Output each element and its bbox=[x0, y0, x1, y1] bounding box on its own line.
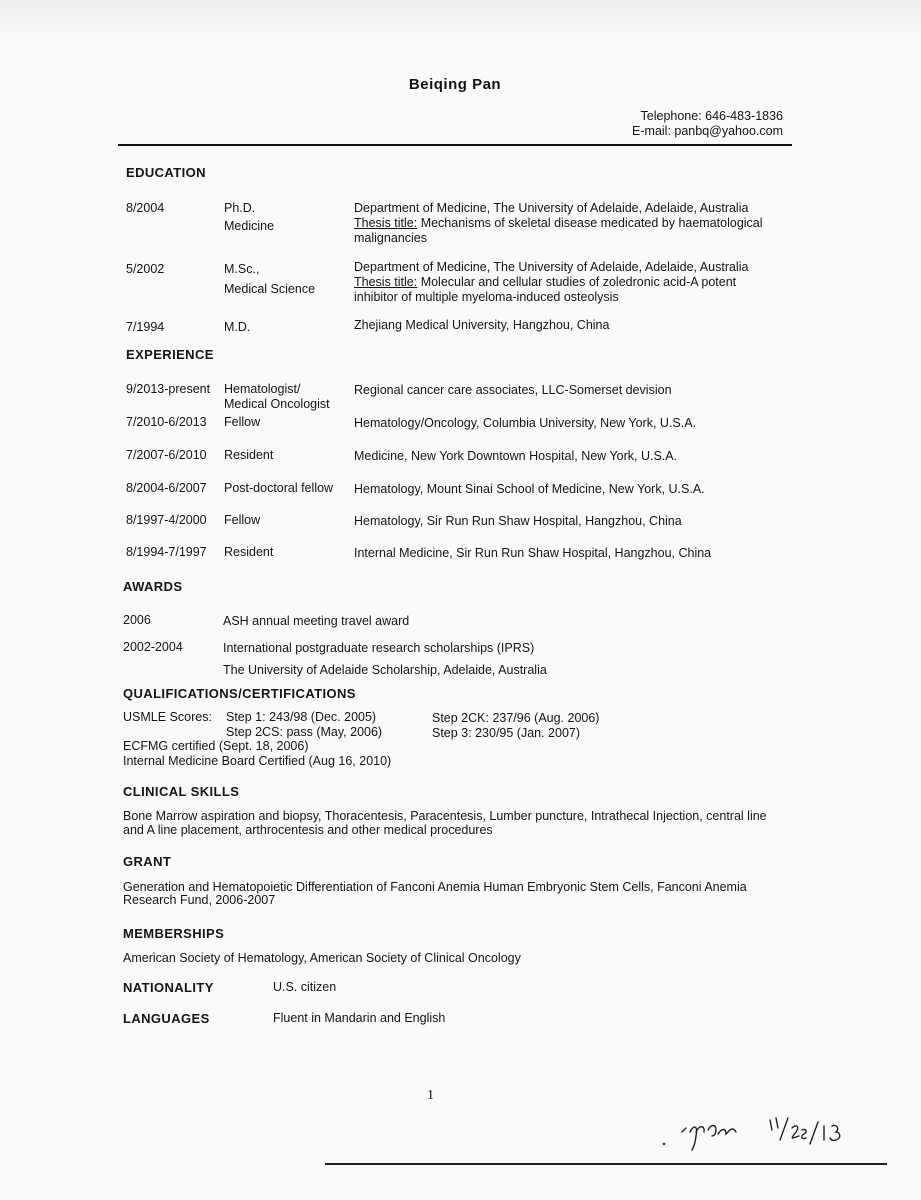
memberships-heading: MEMBERSHIPS bbox=[123, 926, 225, 941]
grant-text-cont: Research Fund, 2006-2007 bbox=[123, 893, 276, 907]
nationality-text: U.S. citizen bbox=[273, 980, 337, 994]
edu-thesis-cont: inhibitor of multiple myeloma-induced osteolysis bbox=[354, 290, 619, 304]
exp-role: Fellow bbox=[224, 513, 261, 527]
education-heading: EDUCATION bbox=[126, 165, 206, 180]
experience-heading: EXPERIENCE bbox=[126, 347, 214, 362]
thesis-text: Mechanisms of skeletal disease medicated by haematological bbox=[417, 216, 763, 230]
edu-institution: Zhejiang Medical University, Hangzhou, China bbox=[354, 318, 610, 332]
thesis-label: Thesis title: bbox=[354, 216, 418, 230]
exp-place: Internal Medicine, Sir Run Run Shaw Hospital, Hangzhou, China bbox=[354, 546, 712, 560]
thesis-text: Molecular and cellular studies of zoledronic acid-A potent bbox=[417, 275, 737, 289]
edu-degree: M.D. bbox=[224, 320, 251, 334]
usmle-step2cs: Step 2CS: pass (May, 2006) bbox=[226, 725, 383, 739]
handwritten-signature bbox=[660, 1108, 870, 1163]
memberships-text: American Society of Hematology, American Society of Clinical Oncology bbox=[123, 951, 521, 965]
exp-role: Hematologist/ bbox=[224, 382, 301, 396]
exp-place: Regional cancer care associates, LLC-Somerset devision bbox=[354, 383, 672, 397]
award-text: The University of Adelaide Scholarship, Adelaide, Australia bbox=[223, 663, 547, 677]
page-number: 1 bbox=[427, 1088, 434, 1103]
award-date: 2006 bbox=[123, 613, 151, 627]
board-cert: Internal Medicine Board Certified (Aug 16, 2010) bbox=[123, 754, 392, 768]
edu-date: 7/1994 bbox=[126, 320, 165, 334]
qualifications-heading: QUALIFICATIONS/CERTIFICATIONS bbox=[123, 686, 356, 701]
exp-date: 9/2013-present bbox=[126, 382, 211, 396]
scan-edge-shading bbox=[0, 0, 921, 40]
exp-place: Hematology, Sir Run Run Shaw Hospital, Hangzhou, China bbox=[354, 514, 682, 528]
exp-role: Fellow bbox=[224, 415, 261, 429]
exp-date: 7/2007-6/2010 bbox=[126, 448, 207, 462]
awards-heading: AWARDS bbox=[123, 579, 183, 594]
resume-name: Beiqing Pan bbox=[408, 76, 502, 93]
edu-institution: Department of Medicine, The University of Adelaide, Adelaide, Australia bbox=[354, 201, 749, 215]
usmle-step2ck: Step 2CK: 237/96 (Aug. 2006) bbox=[432, 711, 600, 725]
footer-divider bbox=[325, 1163, 887, 1165]
edu-field: Medical Science bbox=[224, 282, 316, 296]
edu-thesis-cont: malignancies bbox=[354, 231, 427, 245]
edu-thesis bbox=[354, 216, 763, 231]
edu-date: 8/2004 bbox=[126, 201, 165, 215]
usmle-step3: Step 3: 230/95 (Jan. 2007) bbox=[432, 726, 581, 740]
ecfmg-cert: ECFMG certified (Sept. 18, 2006) bbox=[123, 739, 309, 753]
exp-date: 8/2004-6/2007 bbox=[126, 481, 207, 495]
exp-place: Hematology, Mount Sinai School of Medicine, New York, U.S.A. bbox=[354, 482, 705, 496]
edu-institution: Department of Medicine, The University of Adelaide, Adelaide, Australia bbox=[354, 260, 749, 274]
edu-degree: M.Sc., bbox=[224, 262, 260, 276]
clinical-skills-text-cont: and A line placement, arthrocentesis and other medical procedures bbox=[123, 823, 493, 837]
usmle-label: USMLE Scores: bbox=[123, 710, 212, 724]
award-text: ASH annual meeting travel award bbox=[223, 614, 410, 628]
email: E-mail: panbq@yahoo.com bbox=[632, 124, 783, 138]
thesis-label: Thesis title: bbox=[354, 275, 418, 289]
edu-date: 5/2002 bbox=[126, 262, 165, 276]
exp-role-cont: Medical Oncologist bbox=[224, 397, 330, 411]
clinical-skills-heading: CLINICAL SKILLS bbox=[123, 784, 240, 799]
usmle-step1: Step 1: 243/98 (Dec. 2005) bbox=[226, 710, 377, 724]
edu-field: Medicine bbox=[224, 219, 275, 233]
award-date: 2002-2004 bbox=[123, 640, 183, 654]
edu-thesis bbox=[354, 275, 736, 290]
languages-heading: LANGUAGES bbox=[123, 1011, 210, 1026]
exp-date: 8/1994-7/1997 bbox=[126, 545, 207, 559]
exp-date: 8/1997-4/2000 bbox=[126, 513, 207, 527]
clinical-skills-text: Bone Marrow aspiration and biopsy, Thoracentesis, Paracentesis, Lumber puncture, Intrathecal Injection, central line bbox=[123, 809, 767, 823]
exp-date: 7/2010-6/2013 bbox=[126, 415, 207, 429]
grant-text: Generation and Hematopoietic Differentiation of Fanconi Anemia Human Embryonic Stem Cells, Fanconi Anemia bbox=[123, 880, 747, 894]
edu-degree: Ph.D. bbox=[224, 201, 256, 215]
languages-text: Fluent in Mandarin and English bbox=[273, 1011, 446, 1025]
signature-icon bbox=[660, 1108, 870, 1158]
grant-heading: GRANT bbox=[123, 854, 172, 869]
exp-role: Resident bbox=[224, 545, 274, 559]
award-text: International postgraduate research scholarships (IPRS) bbox=[223, 641, 535, 655]
exp-place: Medicine, New York Downtown Hospital, New York, U.S.A. bbox=[354, 449, 678, 463]
exp-place: Hematology/Oncology, Columbia University, New York, U.S.A. bbox=[354, 416, 697, 430]
telephone: Telephone: 646-483-1836 bbox=[640, 109, 783, 123]
exp-role: Post-doctoral fellow bbox=[224, 481, 334, 495]
exp-role: Resident bbox=[224, 448, 274, 462]
nationality-heading: NATIONALITY bbox=[123, 980, 214, 995]
header-divider bbox=[118, 144, 792, 146]
